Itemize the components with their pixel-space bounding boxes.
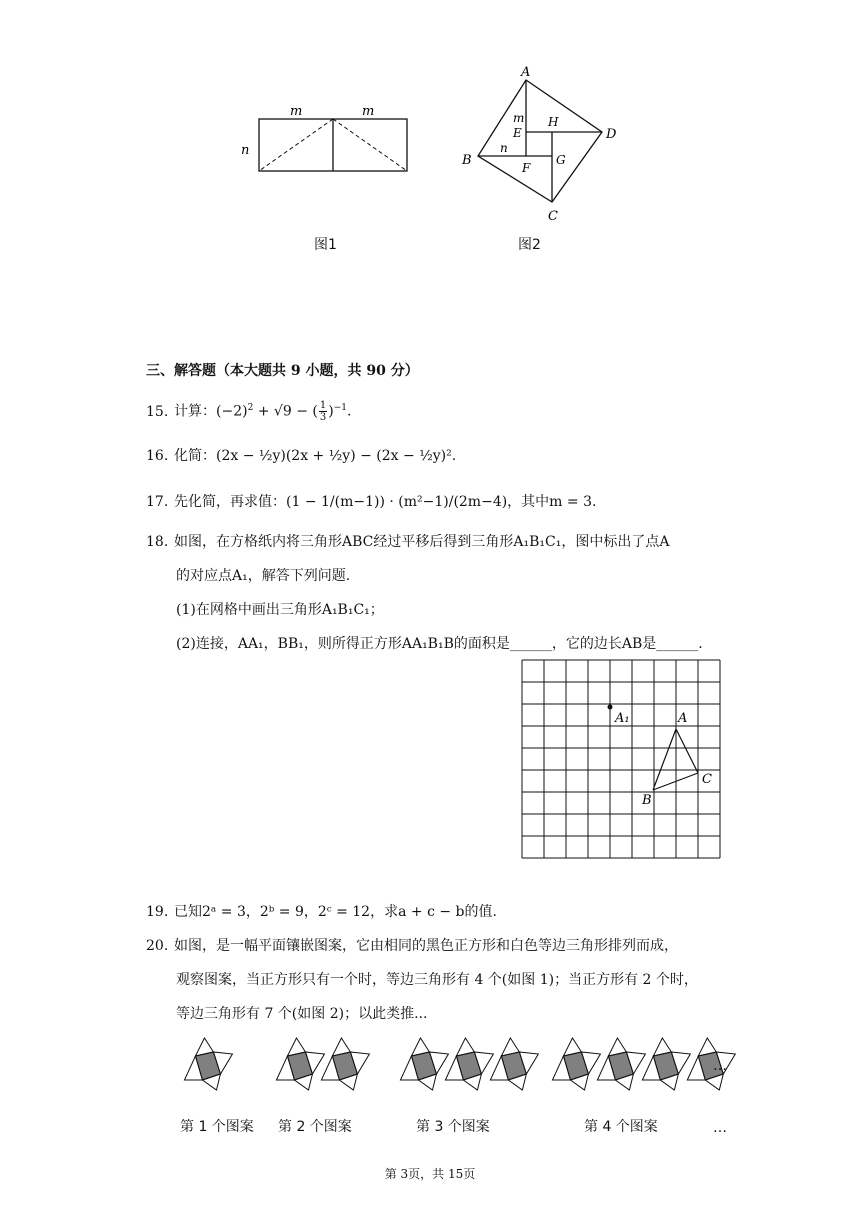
fig2-label-m: m	[513, 111, 525, 125]
question-number: 19.	[146, 904, 169, 920]
figure-2	[456, 60, 626, 230]
grid-label-C: C	[702, 772, 712, 787]
q16-text: 化简：(2x − ½y)(2x + ½y) − (2x − ½y)².	[174, 448, 457, 464]
q20-line3: 等边三角形有 7 个(如图 2)；以此类推...	[176, 1006, 428, 1022]
fig1-label-m2: m	[362, 104, 375, 119]
question-number: 17.	[146, 494, 169, 510]
question-number: 16.	[146, 448, 169, 464]
fig2-label-C: C	[548, 209, 558, 224]
question-number: 18.	[146, 534, 169, 550]
grid-label-A1: A₁	[615, 711, 630, 726]
point-A1	[608, 705, 613, 710]
question-number: 20.	[146, 938, 169, 954]
q17-text: 先化简，再求值：(1 − 1/(m−1)) · (m²−1)/(2m−4)，其中m = 3.	[174, 494, 597, 510]
grid-label-B: B	[642, 793, 652, 808]
q15-frac-den: 3	[319, 412, 327, 424]
fig2-label-D: D	[606, 127, 617, 142]
question-15	[146, 398, 351, 423]
black-square	[501, 1052, 526, 1080]
q15-text-c: )	[328, 403, 334, 420]
q15-sup: 2	[247, 403, 254, 413]
grid-lines	[522, 660, 720, 858]
pattern-ellipsis-top: …	[713, 1058, 727, 1074]
fig2-label-F: F	[522, 161, 531, 175]
black-square	[653, 1052, 678, 1080]
q15-text-b: + √9 − (	[253, 403, 318, 420]
q18-line4: (2)连接，AA₁，BB₁，则所得正方形AA₁B₁B的面积是______，它的边长AB是______.	[176, 636, 703, 652]
fig2-label-E: E	[513, 126, 522, 140]
q20-line2: 观察图案，当正方形只有一个时，等边三角形有 4 个(如图 1)；当正方形有 2 个时，	[176, 972, 698, 988]
fig1-label-n: n	[241, 143, 250, 158]
fig1-label-m1: m	[290, 104, 303, 119]
fig2-label-G: G	[556, 153, 566, 167]
black-square	[608, 1052, 633, 1080]
black-square	[563, 1052, 588, 1080]
pattern-ellipsis-bottom: …	[713, 1120, 727, 1136]
q15-frac-num: 1	[319, 400, 327, 412]
q18-line2: 的对应点A₁，解答下列问题.	[176, 568, 351, 584]
black-square	[456, 1052, 481, 1080]
q20-line1: 如图，是一幅平面镶嵌图案，它由相同的黑色正方形和白色等边三角形排列而成，	[174, 938, 678, 954]
pattern-caption-2: 第 2 个图案	[278, 1119, 352, 1135]
pattern-caption-4: 第 4 个图案	[584, 1119, 658, 1135]
question-20	[146, 936, 678, 956]
fig2-caption: 图2	[518, 237, 541, 253]
fig2-label-H: H	[548, 115, 559, 129]
fig1-caption: 图1	[314, 237, 337, 253]
question-17	[146, 492, 596, 512]
black-square	[287, 1052, 312, 1080]
fig2-label-A: A	[521, 65, 531, 80]
q18-grid-figure	[520, 658, 724, 862]
section-title: 三、解答题（本大题共 9 小题，共 90 分）	[146, 363, 419, 379]
q18-line3: (1)在网格中画出三角形A₁B₁C₁；	[176, 602, 384, 618]
question-number: 15.	[146, 403, 169, 420]
figure-1	[236, 100, 416, 180]
fig2-label-B: B	[462, 153, 472, 168]
q18-line1: 如图，在方格纸内将三角形ABC经过平移后得到三角形A₁B₁C₁，图中标出了点A	[174, 534, 670, 550]
question-18	[146, 532, 669, 552]
q15-sup2: −1	[333, 403, 347, 413]
page-footer: 第 3页，共 15页	[384, 1167, 476, 1181]
grid-label-A: A	[678, 711, 688, 726]
black-square	[411, 1052, 436, 1080]
q19-text: 已知2ᵃ = 3，2ᵇ = 9，2ᶜ = 12，求a + c − b的值.	[174, 904, 497, 920]
pattern-caption-1: 第 1 个图案	[180, 1119, 254, 1135]
black-square	[332, 1052, 357, 1080]
q15-text-a: 计算：(−2)	[174, 403, 248, 420]
pattern-caption-3: 第 3 个图案	[416, 1119, 490, 1135]
fig2-label-n: n	[500, 141, 508, 155]
question-19	[146, 902, 497, 922]
black-square	[195, 1052, 220, 1080]
q15-end: .	[346, 403, 352, 420]
question-16	[146, 446, 456, 466]
tessellation-patterns	[170, 1036, 740, 1096]
q15-fraction	[319, 400, 327, 423]
